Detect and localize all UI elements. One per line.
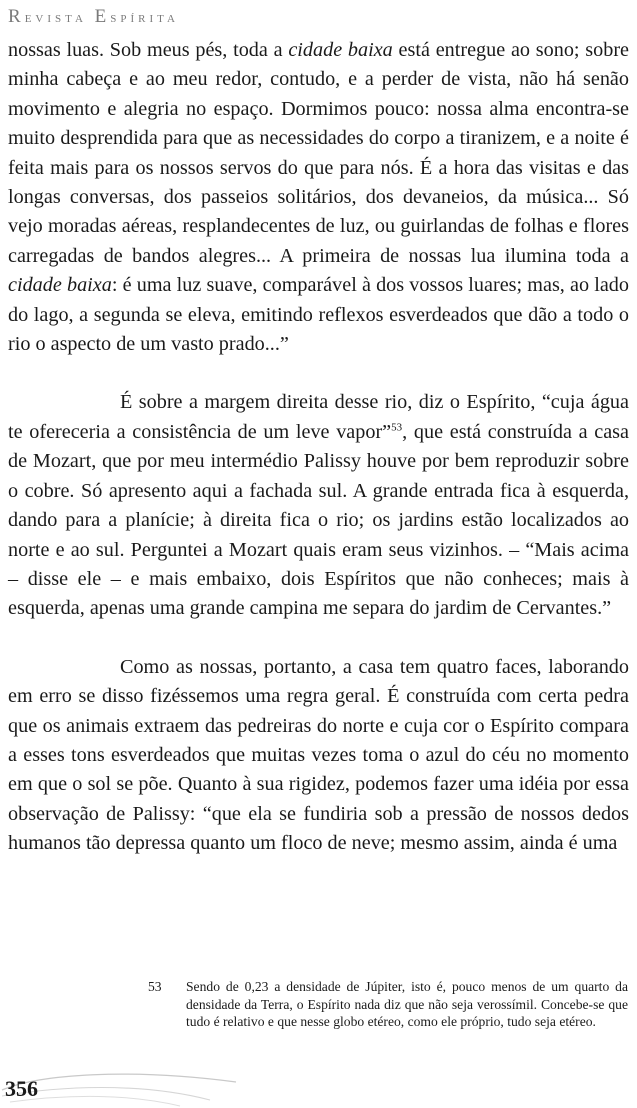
paragraph-3 xyxy=(8,653,629,859)
italic-run: cidade baixa xyxy=(288,39,393,61)
paragraph-2 xyxy=(8,388,629,623)
header-word: evista xyxy=(24,10,87,26)
text-run: está entregue ao sono; sobre minha cabeça e ao meu redor, contudo, e a perder de vista, não há senão movimento e alegria no espaço. Dormimos pouco: nossa alma encontra-se muito desprendida para que as necessidades do corpo a tiranizem, e a noite é feita mais para os nossos servos do que para nós. É a hora das visitas e das longas conversas, dos passeios solitários, dos devaneios, da música... Só vejo moradas aéreas, resplandecentes de luz, ou guirlandas de folhas e flores carregadas de bandos alegres... A primeira de nossas lua ilumina toda a xyxy=(8,39,630,267)
text-run: , que está construída a casa de Mozart, que por meu intermédio Palissy houve por bem reproduzir sobre o cobre. Só apresento aqui a fachada sul. A grande entrada fica à esquerda, dando para a planície; à direita fica o rio; os jardins estão localizados ao norte e ao sul. Perguntei a Mozart quais eram seus vizinhos. – “Mais acima – disse ele – e mais embaixo, dois Espíritos que não conheces; mais à esquerda, apenas uma grande campina me separa do jardim de Cervantes.” xyxy=(8,420,629,620)
text-run: É sobre a margem direita desse rio, diz o Espírito, “cuja água te ofereceria a consistência de um leve vapor” xyxy=(8,391,629,443)
footnote-number: 53 xyxy=(148,979,162,994)
italic-run: cidade baixa xyxy=(8,274,112,297)
footnote xyxy=(148,978,628,1031)
header-initial: R xyxy=(8,6,25,27)
footnote-text: Sendo de 0,23 a densidade de Júpiter, isto é, pouco menos de um quarto da densidade da Terra, o Espírito nada diz que não seja verossímil. Concebe-se que tudo é relativo e que nesse globo etéreo, como ele próprio, tudo seja etéreo. xyxy=(186,979,628,1030)
text-run: Como as nossas, portanto, a casa tem quatro faces, laborando em erro se disso fizéssemos uma regra geral. É construída com certa pedra que os animais extraem das pedreiras do norte e cuja cor o Espírito compara a esses tons esverdeados que muitas vezes toma o azul do céu no momento em que o sol se põe. Quanto à sua rigidez, podemos fazer uma idéia por essa observação de Palissy: “que ela se fundiria sob a pressão de nossos dedos humanos tão depressa quanto um floco de neve; mesmo assim, ainda é uma xyxy=(8,655,629,855)
header-initial: E xyxy=(94,6,111,27)
paragraph-1 xyxy=(8,36,629,359)
running-header xyxy=(8,6,179,28)
header-word: spírita xyxy=(110,10,179,26)
page-number: 356 xyxy=(5,1076,38,1101)
text-run: nossas luas. Sob meus pés, toda a xyxy=(8,39,289,61)
footnote-ref[interactable]: 53 xyxy=(391,421,403,434)
text-run: : é uma luz suave, comparável à dos vossos luares; mas, ao lado do lago, a segunda se eleva, emitindo reflexos esverdeados que dão a todo o rio o aspecto de um vasto prado...” xyxy=(8,274,629,356)
body-text xyxy=(8,36,629,859)
